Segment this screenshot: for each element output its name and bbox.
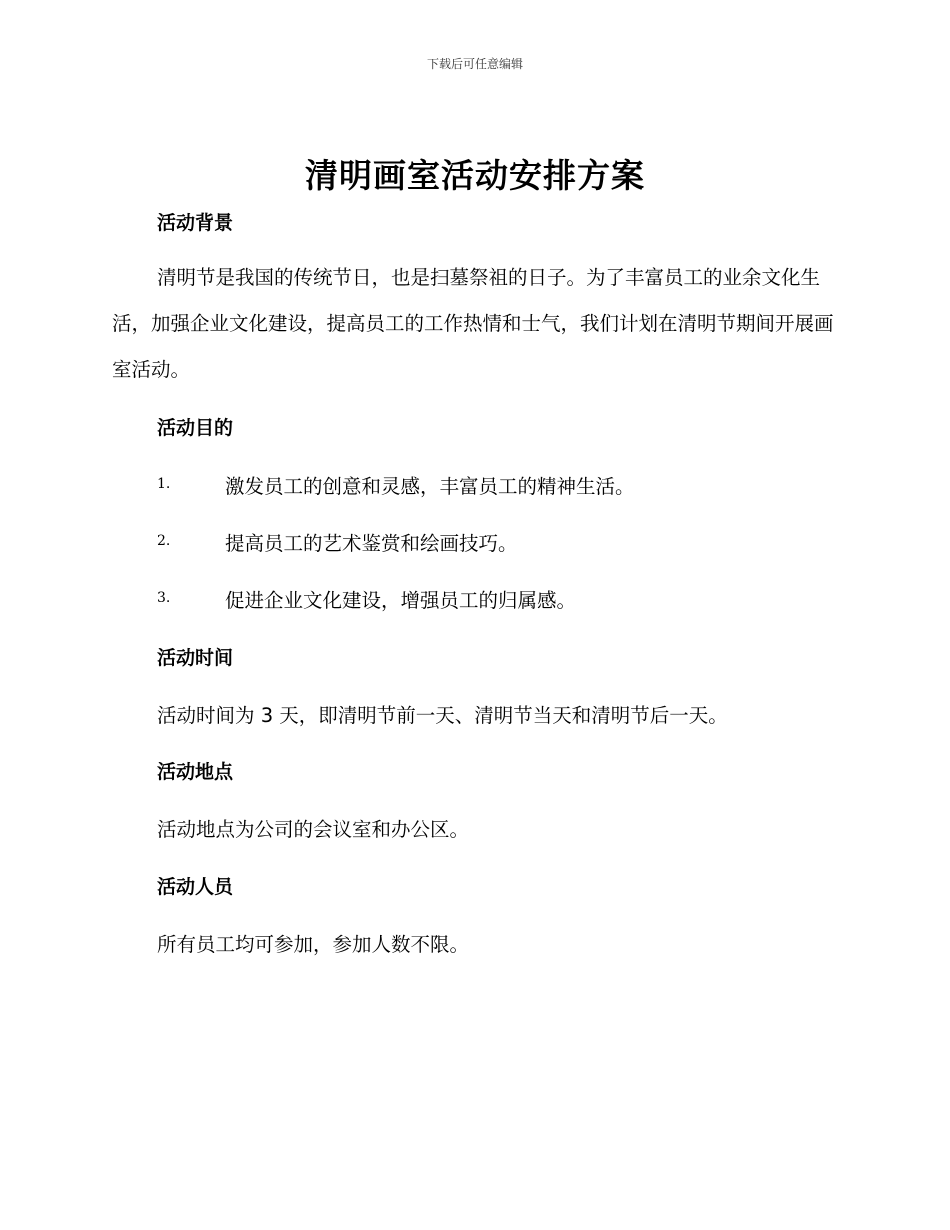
list-item-text: 提高员工的艺术鉴赏和绘画技巧。 [225, 532, 518, 555]
background-text: 清明节是我国的传统节日，也是扫墓祭祖的日子。为了丰富员工的业余文化生活，加强企业文化建设，提高员工的工作热情和士气，我们计划在清明节期间开展画室活动。 [112, 266, 834, 381]
heading-purpose: 活动目的 [157, 417, 234, 439]
heading-background: 活动背景 [157, 212, 234, 234]
participants-text: 所有员工均可参加，参加人数不限。 [157, 933, 470, 956]
location-text: 活动地点为公司的会议室和办公区。 [157, 818, 470, 841]
list-item-text: 促进企业文化建设，增强员工的归属感。 [225, 589, 577, 612]
list-number: 2. [157, 533, 171, 549]
list-item-text: 激发员工的创意和灵感，丰富员工的精神生活。 [225, 475, 635, 498]
background-paragraph [112, 255, 842, 393]
list-number: 3. [157, 590, 171, 606]
heading-time: 活动时间 [157, 647, 234, 669]
time-text: 活动时间为 3 天，即清明节前一天、清明节当天和清明节后一天。 [157, 704, 728, 727]
list-number: 1. [157, 476, 171, 492]
heading-location: 活动地点 [157, 761, 234, 783]
header-note: 下载后可任意编辑 [426, 57, 523, 71]
document-title: 清明画室活动安排方案 [305, 156, 645, 195]
heading-participants: 活动人员 [157, 876, 234, 898]
